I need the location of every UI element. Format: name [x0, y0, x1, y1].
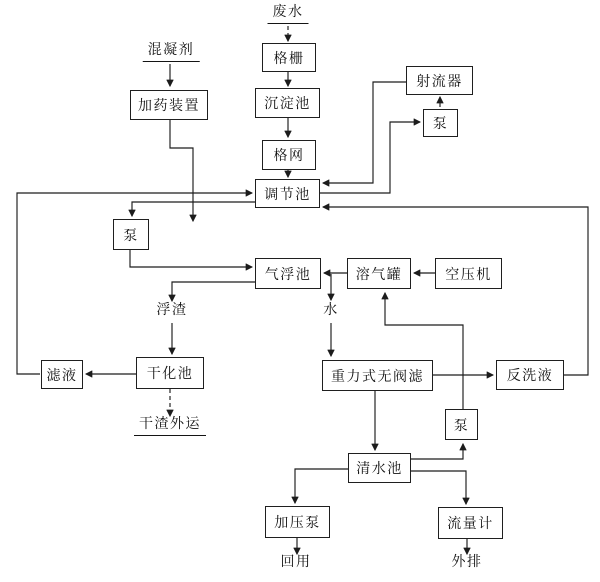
node-label-regulating-tank: 调节池 — [264, 187, 311, 203]
node-label-jet-ejector: 射流器 — [416, 74, 463, 90]
stream-label-reuse: 回用 — [280, 555, 312, 570]
node-dosing-device — [130, 90, 208, 120]
edge-cleanwater-to-bottom-pump — [411, 444, 463, 459]
edge-dosing-injection-line — [170, 120, 193, 221]
node-clean-water-tank — [348, 453, 411, 483]
stream-label-scum: 浮渣 — [156, 303, 188, 318]
node-flow-meter — [438, 507, 503, 539]
node-gravity-valveless-filter — [322, 360, 433, 391]
node-pump-bottom — [445, 409, 478, 440]
node-pump-left — [113, 219, 149, 250]
edge-flotation-to-scum — [172, 282, 255, 301]
edge-bottom-pump-to-dissolved — [385, 293, 463, 409]
node-label-dissolved-air-tank: 溶气罐 — [355, 267, 403, 283]
node-label-air-flotation-tank: 气浮池 — [264, 267, 312, 283]
node-jet-ejector — [406, 66, 473, 95]
edge-backwash-return-to-regulating — [323, 207, 588, 375]
stream-label-discharge: 外排 — [451, 555, 483, 570]
node-label-pressure-pump: 加压泵 — [274, 516, 321, 531]
node-label-backwash-liquid: 反洗液 — [506, 369, 554, 384]
node-dissolved-air-tank — [347, 258, 411, 289]
node-label-drying-tank: 干化池 — [146, 367, 194, 382]
node-regulating-tank — [255, 179, 320, 208]
node-label-gravity-valveless-filter: 重力式无阀滤 — [331, 369, 424, 385]
node-label-pump-top: 泵 — [432, 117, 449, 132]
stream-label-coagulant: 混凝剂 — [143, 43, 200, 62]
node-label-screen-mesh: 格网 — [273, 149, 305, 164]
node-air-flotation-tank — [255, 258, 321, 289]
node-label-dosing-device: 加药装置 — [138, 99, 200, 114]
edge-ejector-to-regulating — [323, 82, 406, 183]
node-label-flow-meter: 流量计 — [447, 517, 494, 532]
node-sedimentation-tank — [255, 88, 320, 118]
edge-regulating-to-top-pump — [320, 122, 420, 193]
node-pressure-pump — [265, 506, 330, 538]
node-label-pump-bottom: 泵 — [453, 418, 470, 434]
node-label-filtrate: 滤液 — [46, 368, 78, 384]
node-grating — [262, 43, 316, 72]
edge-cleanwater-to-flowmeter — [411, 471, 466, 504]
node-backwash-liquid — [496, 360, 564, 390]
node-drying-tank — [136, 357, 204, 389]
edge-cleanwater-to-pressure-pump — [295, 469, 348, 503]
node-label-clean-water-tank: 清水池 — [356, 462, 403, 477]
node-label-grating: 格栅 — [273, 51, 305, 67]
stream-label-water: 水 — [323, 303, 339, 318]
node-label-sedimentation-tank: 沉淀池 — [264, 97, 311, 112]
stream-label-wastewater: 废水 — [268, 5, 309, 24]
node-air-compressor — [435, 258, 502, 289]
node-label-pump-left: 泵 — [123, 228, 139, 244]
node-label-air-compressor: 空压机 — [445, 267, 492, 283]
node-screen-mesh — [262, 140, 316, 170]
node-pump-top — [423, 109, 458, 137]
edge-left-pump-to-flotation — [130, 250, 252, 267]
stream-label-dry-residue-out: 干渣外运 — [134, 417, 206, 436]
node-filtrate — [41, 360, 83, 389]
